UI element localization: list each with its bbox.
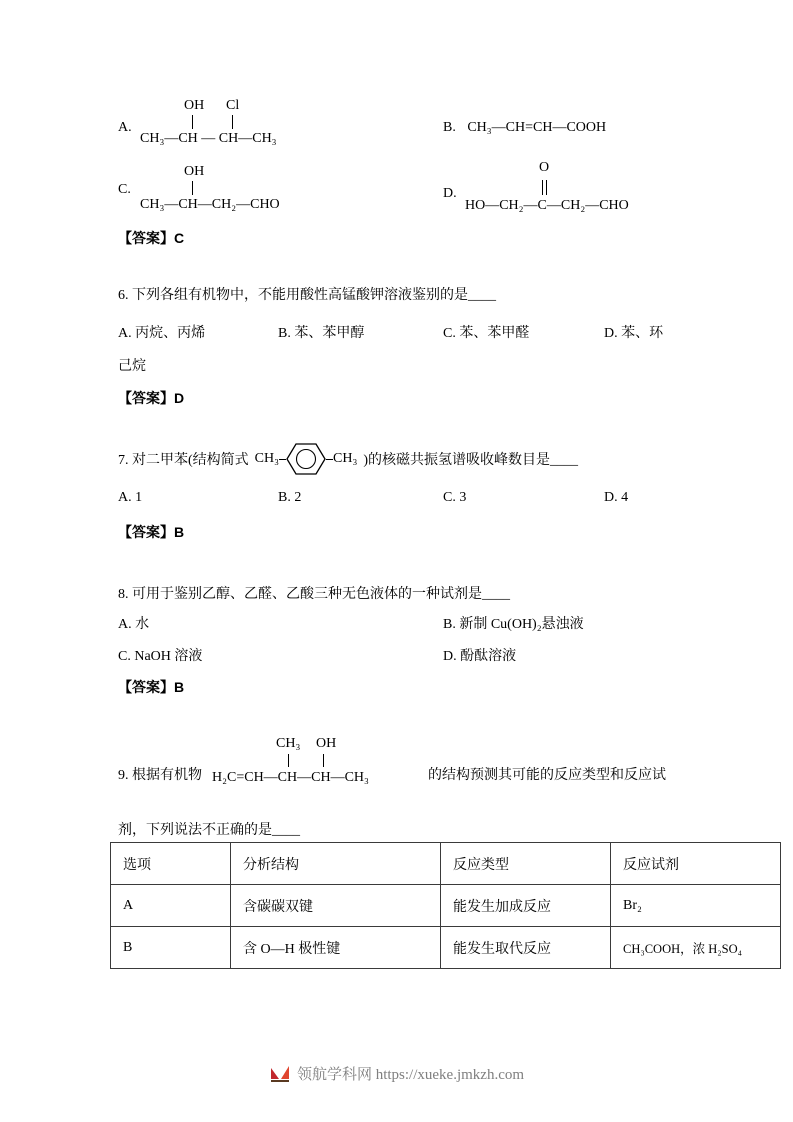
q8-answer: 【答案】B bbox=[118, 679, 185, 695]
cell-reagent: CH₃COOH，浓 H₂SO₄ bbox=[611, 927, 781, 969]
q5-option-a bbox=[118, 98, 348, 158]
footer-text: 领航学科网 https://xueke.jmkzh.com bbox=[296, 1066, 525, 1083]
substituent-o: O bbox=[539, 160, 550, 175]
q7-stem-pre: 7. 对二甲苯(结构简式 bbox=[118, 453, 249, 468]
q6-option-a: A. 丙烷、丙烯 bbox=[118, 326, 206, 341]
q6-option-d-wrap: 己烷 bbox=[118, 359, 146, 374]
q7-option-b: B. 2 bbox=[278, 490, 302, 505]
bond-line bbox=[288, 754, 289, 767]
substituent-cl: Cl bbox=[226, 98, 240, 113]
substituent-oh: OH bbox=[184, 98, 205, 113]
bond-line bbox=[326, 459, 333, 460]
option-label-b: B. bbox=[443, 120, 456, 135]
carbon-chain: H₂C=CH—CH—CH—CH₃ bbox=[212, 770, 369, 785]
q6-stem: 6. 下列各组有机物中，不能用酸性高锰酸钾溶液鉴别的是____ bbox=[118, 288, 496, 303]
bond-line bbox=[192, 181, 193, 195]
footer-logo-icon bbox=[269, 1062, 291, 1084]
q6-option-c: C. 苯、苯甲醛 bbox=[443, 326, 530, 341]
bond-line bbox=[323, 754, 324, 767]
q8-option-a: A. 水 bbox=[118, 617, 150, 632]
benzene-ring-icon bbox=[286, 441, 326, 477]
col-header-reaction-type: 反应类型 bbox=[441, 843, 611, 885]
q8-option-c: C. NaOH 溶液 bbox=[118, 649, 203, 664]
q9-stem-pre: 9. 根据有机物 bbox=[118, 768, 202, 783]
q9-structure bbox=[212, 736, 422, 798]
q6-option-b: B. 苯、苯甲醇 bbox=[278, 326, 365, 341]
logo-sail-right bbox=[281, 1066, 289, 1079]
q5-answer: 【答案】C bbox=[118, 230, 185, 246]
cell-reaction-type: 能发生取代反应 bbox=[441, 927, 611, 969]
carbon-chain: CH₃—CH — CH—CH₃ bbox=[140, 131, 277, 146]
q8-option-d: D. 酚酞溶液 bbox=[443, 649, 517, 664]
carbon-chain: HO—CH₂—C—CH₂—CHO bbox=[465, 198, 629, 213]
q7-option-a: A. 1 bbox=[118, 490, 143, 505]
q7-option-c: C. 3 bbox=[443, 490, 467, 505]
q6-answer: 【答案】D bbox=[118, 390, 185, 406]
cell-option: B bbox=[111, 927, 231, 969]
logo-hull bbox=[271, 1080, 289, 1082]
q8-stem: 8. 可用于鉴别乙醇、乙醛、乙酸三种无色液体的一种试剂是____ bbox=[118, 587, 510, 602]
bond-line bbox=[232, 115, 233, 129]
q5-option-b bbox=[443, 120, 606, 136]
q5-option-c bbox=[118, 164, 348, 222]
q9-stem-line2: 剂，下列说法不正确的是____ bbox=[118, 823, 300, 838]
q7-option-d: D. 4 bbox=[604, 490, 629, 505]
table-row-a bbox=[111, 885, 781, 927]
methyl-group-left: CH₃ bbox=[254, 451, 280, 466]
q9-stem-post: 的结构预测其可能的反应类型和反应试 bbox=[428, 768, 666, 783]
bond-line bbox=[192, 115, 193, 129]
substituent-ch3: CH₃ bbox=[276, 736, 301, 751]
table-header-row bbox=[111, 843, 781, 885]
col-header-structure: 分析结构 bbox=[231, 843, 441, 885]
option-label-a: A. bbox=[118, 120, 132, 135]
col-header-reagent: 反应试剂 bbox=[611, 843, 781, 885]
option-label-d: D. bbox=[443, 186, 457, 201]
q8-option-b: B. 新制 Cu(OH)₂悬浊液 bbox=[443, 617, 584, 632]
cell-structure: 含碳碳双键 bbox=[231, 885, 441, 927]
logo-sail-left bbox=[271, 1068, 279, 1079]
q9-table bbox=[110, 842, 781, 969]
methyl-group-right: CH₃ bbox=[333, 451, 358, 466]
formula: CH₃—CH=CH—COOH bbox=[467, 120, 607, 135]
cell-structure: 含 O—H 极性键 bbox=[231, 927, 441, 969]
double-bond-line bbox=[542, 180, 547, 195]
carbon-chain: CH₃—CH—CH₂—CHO bbox=[140, 197, 280, 212]
q7-answer: 【答案】B bbox=[118, 524, 185, 540]
q6-option-d: D. 苯、环 bbox=[604, 326, 664, 341]
q5-option-d bbox=[443, 160, 703, 222]
bond-line bbox=[279, 459, 286, 460]
q7-stem-post: )的核磁共振氢谱吸收峰数目是____ bbox=[363, 453, 579, 468]
cell-reagent: Br₂ bbox=[611, 885, 781, 927]
substituent-oh: OH bbox=[184, 164, 205, 179]
substituent-oh: OH bbox=[316, 736, 337, 751]
cell-option: A bbox=[111, 885, 231, 927]
option-label-c: C. bbox=[118, 182, 131, 197]
cell-reaction-type: 能发生加成反应 bbox=[441, 885, 611, 927]
col-header-option: 选项 bbox=[111, 843, 231, 885]
q7-stem bbox=[118, 440, 578, 478]
footer bbox=[0, 1062, 793, 1084]
table-row-b bbox=[111, 927, 781, 969]
